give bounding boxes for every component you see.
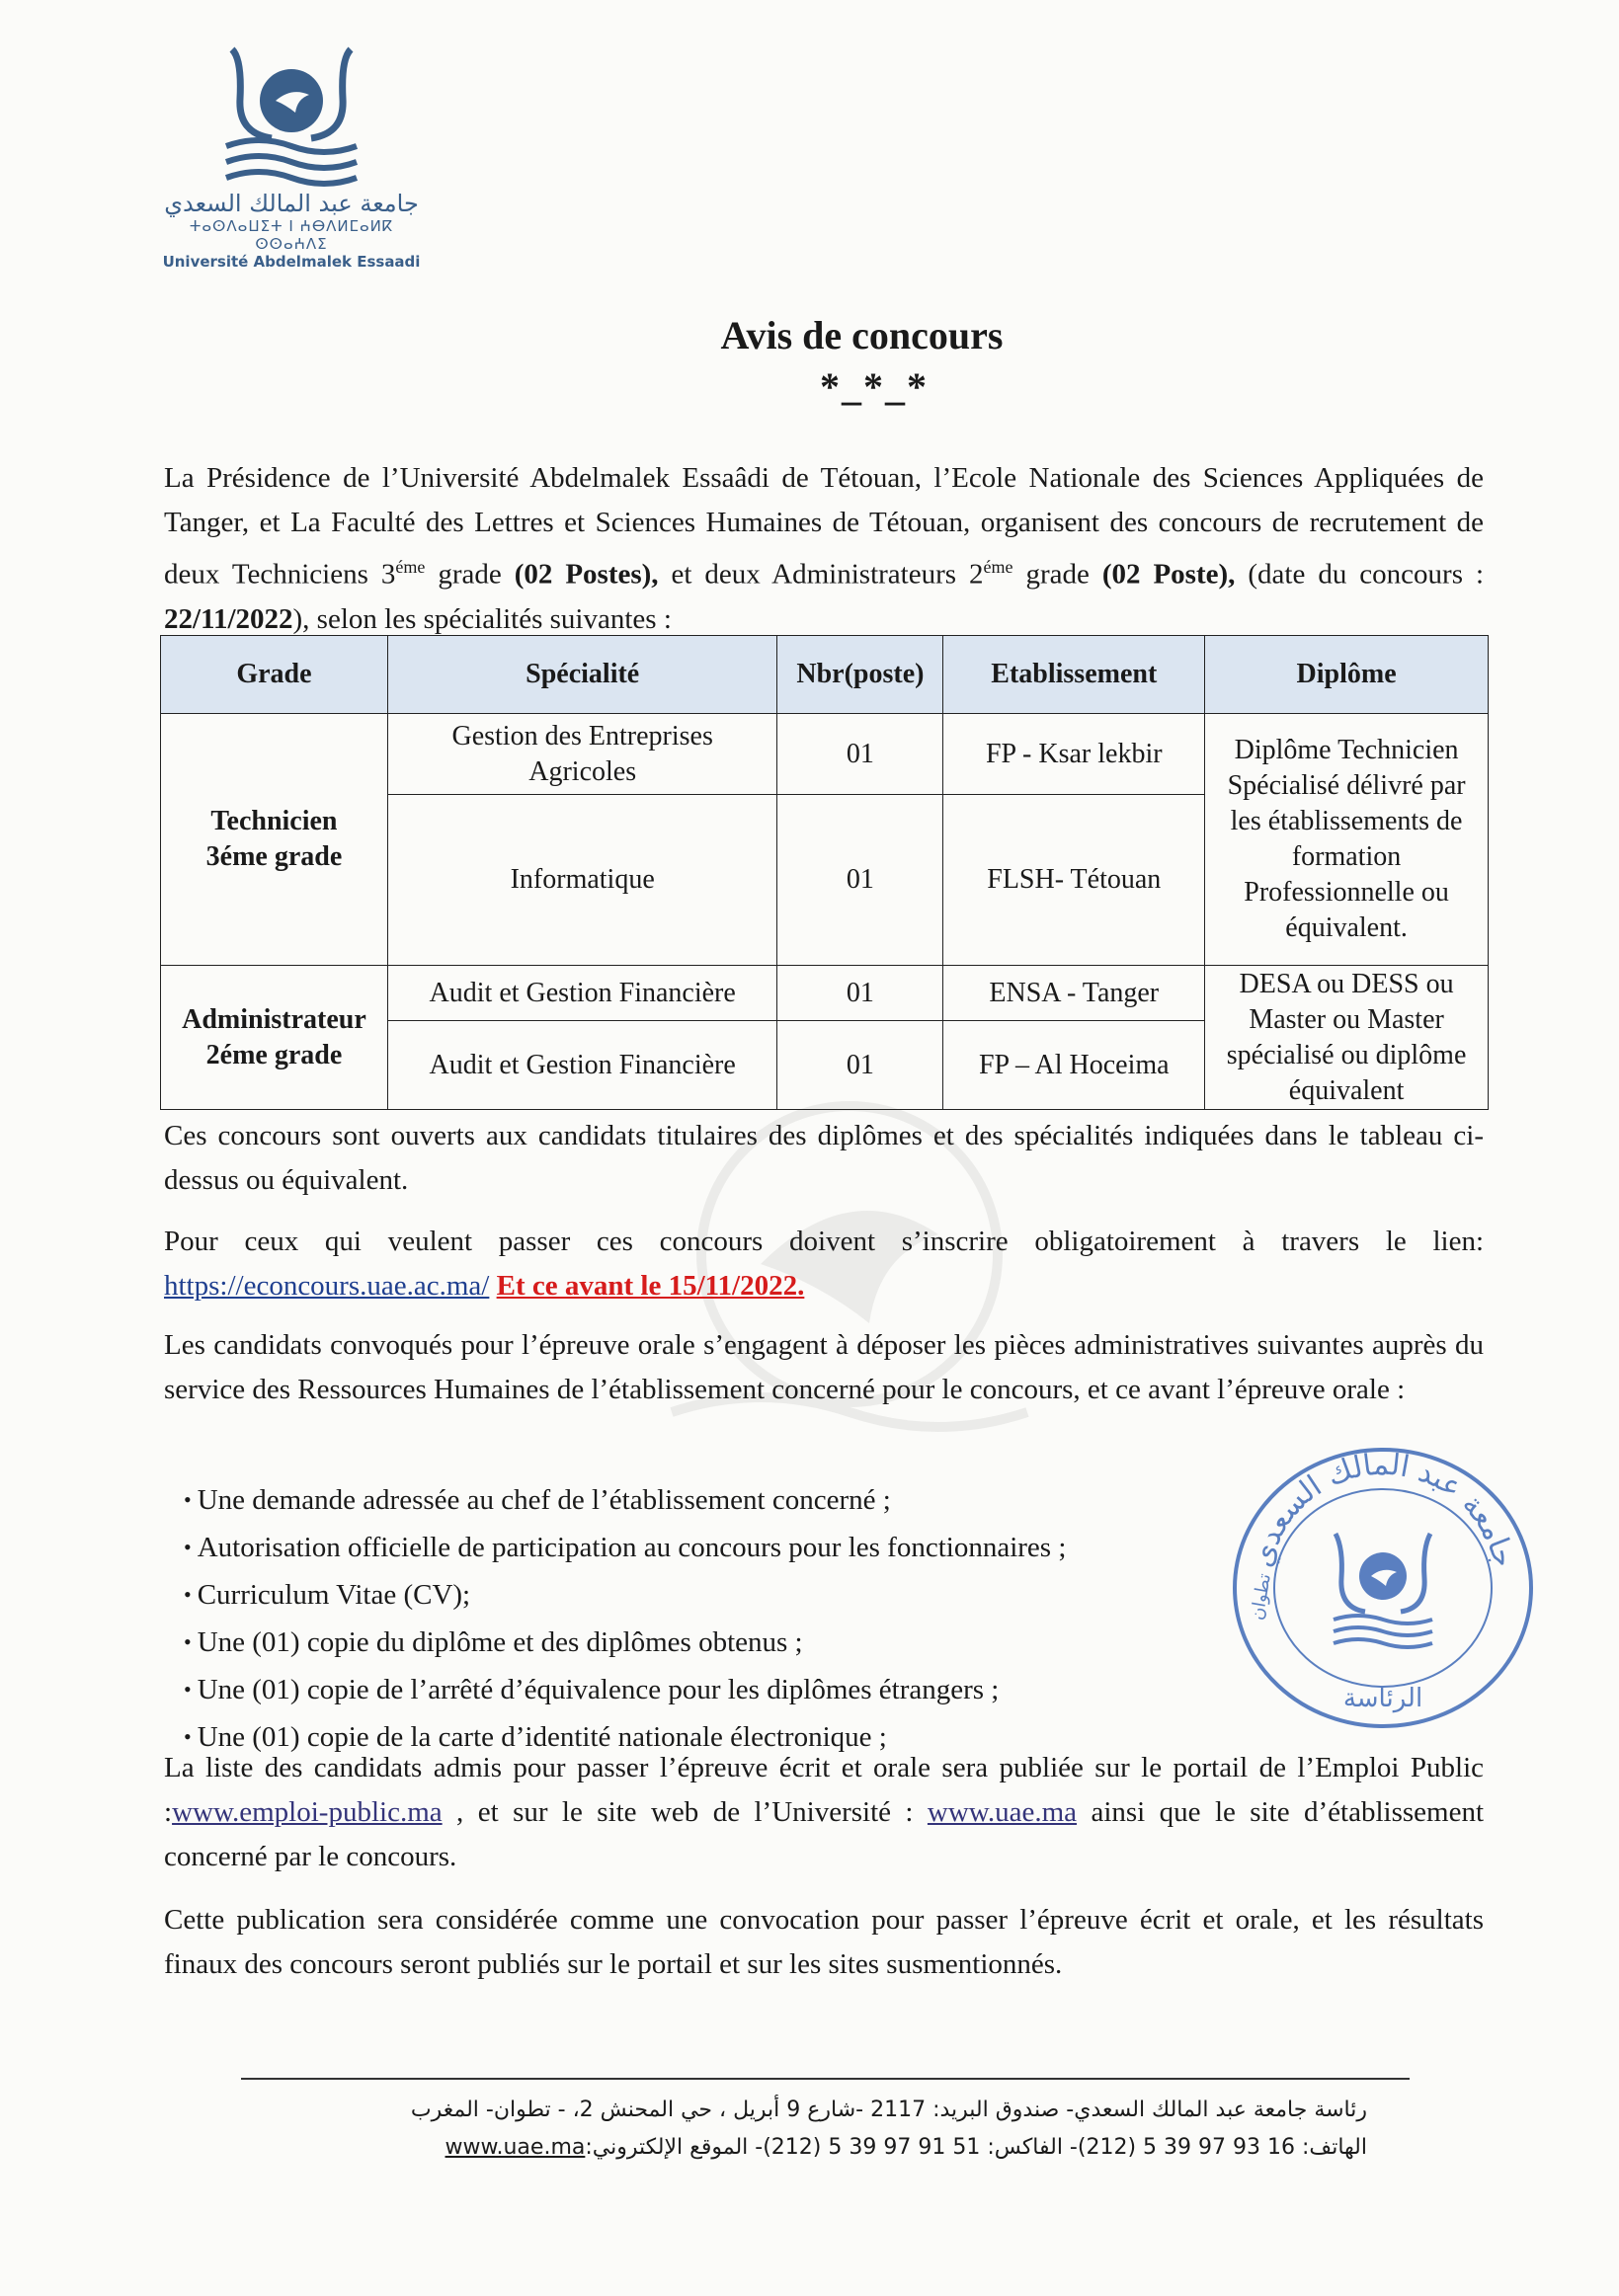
intro-text-5: (date du concours : [1235,558,1485,591]
logo-arabic-name: جامعة عبد المالك السعدي [164,190,419,217]
positions-table [160,635,1489,1110]
nbr-cell: 01 [777,1021,943,1110]
uae-website-link[interactable]: www.uae.ma [927,1796,1078,1828]
logo-french-name: Université Abdelmalek Essaadi [162,253,421,271]
table-row [161,714,1489,795]
header-etablissement: Etablissement [943,636,1205,714]
official-stamp [1225,1440,1541,1736]
footer-contact [241,2135,1367,2160]
header-diplome: Diplôme [1205,636,1489,714]
specialite-cell: Audit et Gestion Financière [387,966,777,1021]
table-row [161,966,1489,1021]
footer-divider [241,2078,1410,2080]
registration-deadline: Et ce avant le 15/11/2022. [496,1270,805,1302]
etablissement-cell: FLSH- Tétouan [943,795,1205,966]
grade-cell: Technicien 3éme grade [161,714,388,966]
header-grade: Grade [161,636,388,714]
page-title: Avis de concours [720,313,1004,357]
list-item: • Une (01) copie de l’arrêté d’équivalence pour les diplômes étrangers ; [184,1667,1066,1714]
stamp-top-text: جامعة عبد المالك السعدي [1245,1447,1521,1571]
intro-text-1: La Présidence de l’Université Abdelmalek Essaâdi de Tétouan, l’Ecole Nationale des Sciences Appliquées de Tanger, et La Faculté des Lettres et Sciences Humaines de Tétouan, organisent des concours de recrutement de deux Techniciens 3 [164,462,1484,591]
specialite-cell: Informatique [387,795,777,966]
nbr-cell: 01 [777,795,943,966]
eligibility-paragraph: Ces concours sont ouverts aux candidats titulaires des diplômes et des spécialités indiquées dans le tableau ci-dessus ou équivalent. [164,1120,1484,1196]
intro-paragraph [164,456,1484,642]
documents-intro-paragraph: Les candidats convoqués pour l’épreuve orale s’engagent à déposer les pièces administratives suivantes auprès du service des Ressources Humaines de l’établissement concerné pour le concours, et ce avant l’épreuve orale : [164,1329,1484,1405]
intro-sup-2: éme [983,557,1013,577]
list-item: • Curriculum Vitae (CV); [184,1572,1066,1620]
publication-text-3: ainsi que le site d’établissement concerné par le concours. [164,1796,1484,1872]
specialite-cell: Audit et Gestion Financière [387,1021,777,1110]
intro-text-3: et deux Administrateurs 2 [658,558,984,591]
university-logo [158,40,454,271]
stamp-emblem-icon [1334,1534,1432,1647]
nbr-cell: 01 [777,966,943,1021]
registration-link[interactable]: https://econcours.uae.ac.ma/ [164,1270,490,1302]
intro-text-4: grade [1012,558,1102,591]
grade-cell: Administrateur 2éme grade [161,966,388,1110]
publication-paragraph [164,1746,1484,1879]
header-specialite: Spécialité [387,636,777,714]
intro-sup-1: éme [395,557,426,577]
list-item: • Une demande adressée au chef de l’établissement concerné ; [184,1477,1066,1525]
diplome-cell: DESA ou DESS ou Master ou Master spécialisé ou diplôme équivalent [1205,966,1489,1110]
publication-text-2: , et sur le site web de l’Université : [442,1796,928,1828]
intro-text-6: ), selon les spécialités suivantes : [292,602,672,635]
title-separator: *_*_* [820,364,929,409]
diplome-cell: Diplôme Technicien Spécialisé délivré par les établissements de formation Professionnelle ou équivalent. [1205,714,1489,966]
convocation-paragraph: Cette publication sera considérée comme une convocation pour passer l’épreuve écrit et orale, et les résultats finaux des concours seront publiés sur le portail et sur les sites susmentionnés. [164,1904,1484,1980]
etablissement-cell: FP - Ksar lekbir [943,714,1205,795]
university-emblem-icon [212,40,370,188]
registration-paragraph [164,1220,1484,1308]
publication-text-1: La liste des candidats admis pour passer l’épreuve écrit et orale sera publiée sur le portail de l’Emploi Public : [164,1752,1484,1828]
etablissement-cell: ENSA - Tanger [943,966,1205,1021]
specialite-cell: Gestion des Entreprises Agricoles [387,714,777,795]
registration-text: Pour ceux qui veulent passer ces concours doivent s’inscrire obligatoirement à travers le lien: [164,1226,1484,1257]
intro-bold-postes: (02 Postes), [514,558,659,591]
documents-list [184,1477,1066,1762]
footer-address: رئاسة جامعة عبد المالك السعدي- صندوق البريد: 2117 -شارع 9 أبريل ، حي المحنش 2، - تطوان- المغرب [410,2098,1367,2122]
nbr-cell: 01 [777,714,943,795]
table-header-row [161,636,1489,714]
stamp-side-text: تطوان [1247,1571,1276,1623]
header-nbr-poste: Nbr(poste) [777,636,943,714]
list-item: • Une (01) copie de la carte d’identité nationale électronique ; [184,1714,1066,1762]
list-item: • Une (01) copie du diplôme et des diplômes obtenus ; [184,1620,1066,1667]
emploi-public-link[interactable]: www.emploi-public.ma [172,1796,443,1828]
stamp-bottom-text: الرئاسة [1342,1684,1423,1713]
list-item: • Autorisation officielle de participation au concours pour les fonctionnaires ; [184,1525,1066,1572]
logo-tifinagh-name: ⵜⴰⵙⴷⴰⵡⵉⵜ ⵏ ⵄⴱⴷⵍⵎⴰⵍⴽ ⵙⵙⴰⵄⴷⵉ [189,217,394,253]
intro-text-2: grade [425,558,515,591]
etablissement-cell: FP – Al Hoceima [943,1021,1205,1110]
footer-website-link[interactable]: www.uae.ma [445,2135,586,2160]
intro-bold-poste: (02 Poste), [1101,558,1236,591]
footer-contact-text: الهاتف: 16 93 97 39 5 (212)- الفاكس: 51 91 97 39 5 (212)- الموقع الإلكتروني: [585,2135,1367,2160]
intro-bold-date: 22/11/2022 [164,602,293,635]
